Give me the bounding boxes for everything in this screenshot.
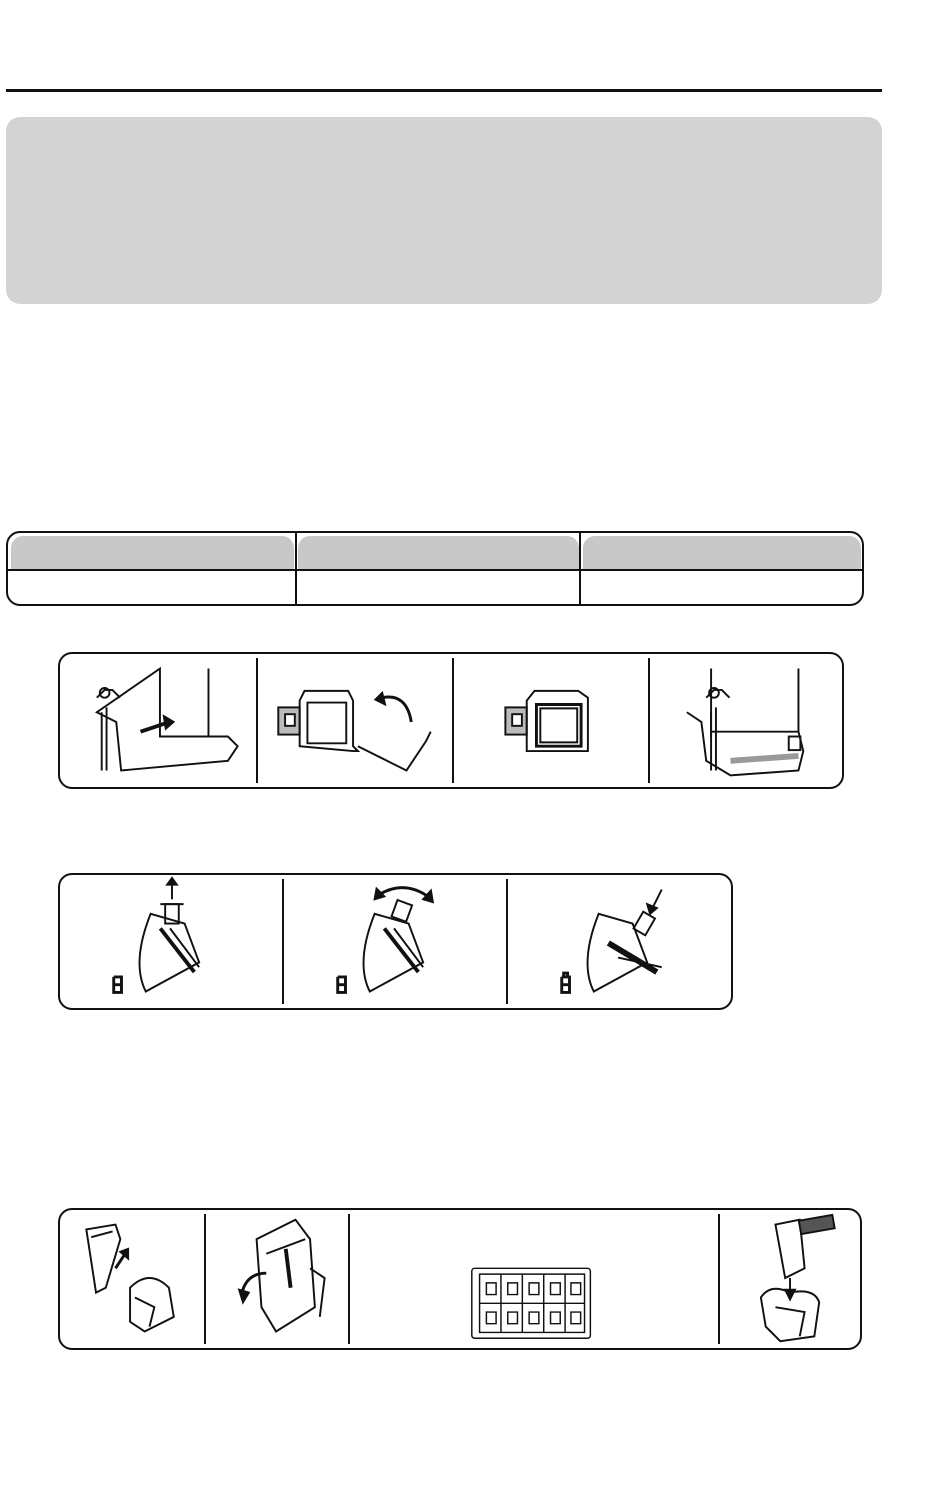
spec-cell-2 (298, 571, 579, 606)
header-rule (6, 89, 882, 92)
lock-pull-icon (60, 875, 282, 1008)
figure-strip-lock (58, 873, 733, 1010)
figure-strip-clip (58, 1208, 862, 1350)
frame-closed-icon (454, 654, 648, 787)
lock-rotate-icon (284, 875, 506, 1008)
clip-rotate-icon (206, 1210, 348, 1348)
frame-open-icon (258, 654, 452, 787)
mount-attached-icon (650, 654, 844, 787)
figure-strip-mount (58, 652, 844, 789)
spec-cell-1 (11, 571, 294, 606)
spec-header-3 (583, 536, 861, 569)
mount-insert-icon (60, 654, 256, 787)
clip-insert-icon (720, 1210, 862, 1348)
clip-sheet-icon (350, 1210, 718, 1348)
spec-table (6, 531, 864, 606)
spec-row-divider (8, 569, 862, 571)
spec-header-2 (298, 536, 579, 569)
section-banner (6, 117, 882, 304)
lock-push-icon (508, 875, 731, 1008)
spec-cell-3 (583, 571, 861, 606)
clip-open-icon (60, 1210, 204, 1348)
spec-header-1 (11, 536, 294, 569)
